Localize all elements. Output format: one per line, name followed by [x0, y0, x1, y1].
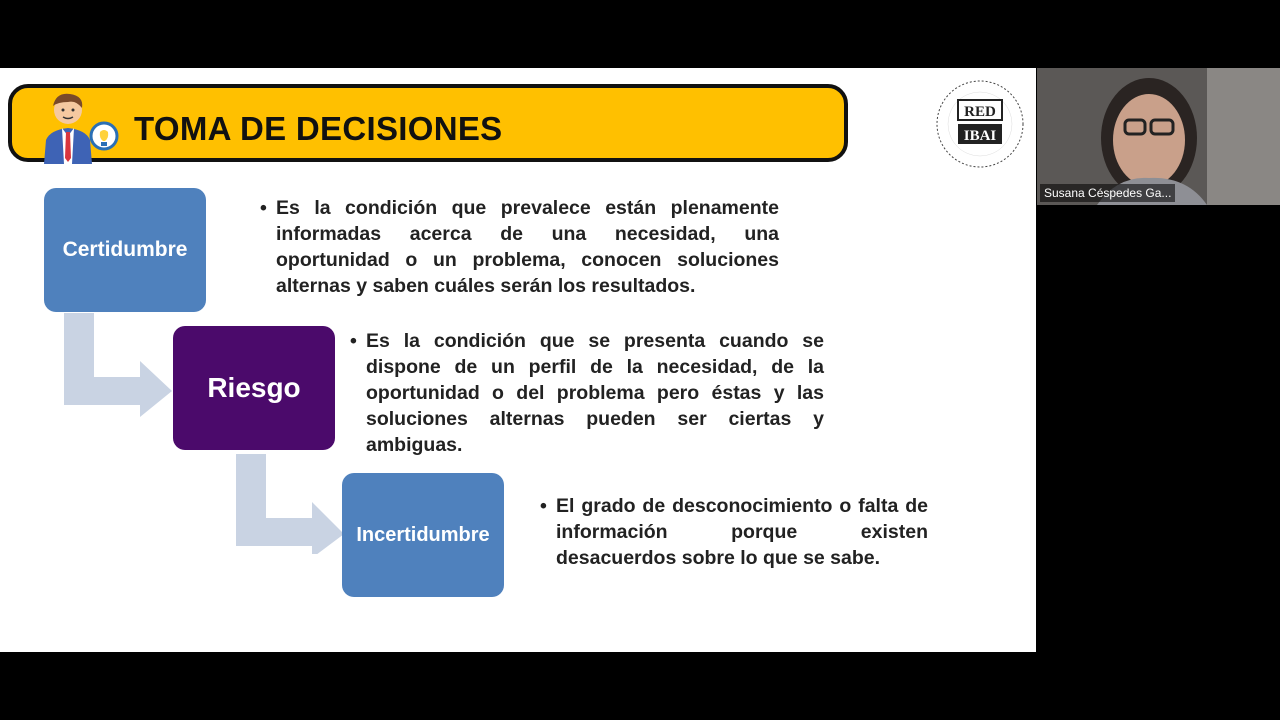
riesgo-description: • Es la condición que se presenta cuando se dispone de un perfil de la necesidad, de la oportunidad o del problema pero éstas y las soluciones alternas pueden ser ciertas y ambiguas.: [350, 328, 824, 458]
slide-title: TOMA DE DECISIONES: [134, 110, 503, 147]
riesgo-box: Riesgo: [173, 326, 335, 450]
presentation-slide: [0, 68, 1036, 652]
certidumbre-box: Certidumbre: [44, 188, 206, 312]
red-ibai-logo: [934, 78, 1026, 170]
title-banner: [8, 84, 848, 162]
incertidumbre-description: • El grado de desconocimiento o falta de información porque existen desacuerdos sobre lo que se sabe.: [540, 493, 928, 571]
participant-video-tile[interactable]: [1037, 68, 1280, 205]
incertidumbre-box: Incertidumbre: [342, 473, 504, 597]
flow-arrow-2: [232, 454, 348, 554]
svg-text:IBAI: IBAI: [963, 128, 997, 144]
flow-arrow-1: [60, 313, 176, 417]
svg-text:RED: RED: [964, 104, 996, 120]
participant-name: Susana Céspedes Ga...: [1040, 184, 1175, 202]
certidumbre-description: • Es la condición que prevalece están plenamente informadas acerca de una necesidad, una oportunidad o un problema, conocen soluciones alternas y saben cuáles serán los resultados.: [260, 195, 779, 299]
businessman-idea-icon: [36, 88, 126, 164]
